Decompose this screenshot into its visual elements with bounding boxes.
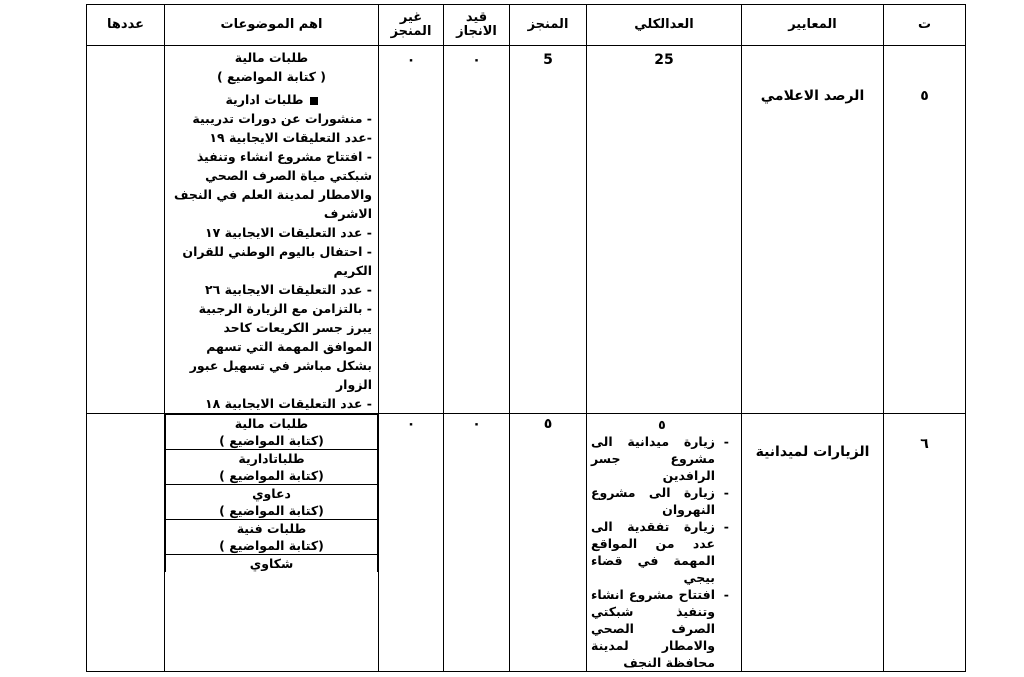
topic-label: دعاوي [252,486,291,501]
topic-note: (كتابة المواضيع ) [219,538,324,553]
row6-in-progress: ٠ [444,414,510,672]
topic-label: طلباتادارية [238,451,305,466]
list-item: - افتتاح مشروع انشاء وتنفيذ شبكتي الصرف الصحي والامطار لمدينة محافظة النجف [591,586,715,671]
list-item: -عدد التعليقات الايجابية ١٩ [209,130,372,145]
header-row [87,5,966,46]
row6-criteria: الزيارات لميدانية [742,414,884,672]
financial-requests: طلبات مالية [234,50,309,65]
row6-total: ٥ [658,417,666,432]
list-item: - زيارة الى مشروع النهروان [591,484,715,518]
topic-note: (كتابة المواضيع ) [219,468,324,483]
row6-visits [587,414,742,672]
list-item: - احتفال باليوم الوطني للقران الكريم [182,244,372,278]
list-item: - زيارة ميدانية الى مشروع جسر الرافدين [591,433,715,484]
header-topics: اهم الموضوعات [165,5,379,46]
header-count: عددها [87,5,165,46]
visits-list [591,433,733,671]
header-in-progress: قيد الانجاز [444,5,510,46]
topic-label: طلبات فنية [236,521,307,536]
header-not-done: غير المنجز [379,5,444,46]
list-item: - عدد التعليقات الايجابية ١٧ [205,225,372,240]
table-row [166,485,378,520]
row5-total: 25 [587,46,742,414]
row5-criteria: الرصد الاعلامي [742,46,884,414]
topic-note: (كتابة المواضيع ) [219,433,324,448]
list-item: - عدد التعليقات الايجابية ١٨ [205,396,372,411]
topic-label: طلبات مالية [234,416,309,431]
topic-note: (كتابة المواضيع ) [219,503,324,518]
table-row [166,415,378,450]
bullet-square-icon [310,97,318,105]
financial-note: ( كتابة المواضيع ) [216,69,327,84]
row6-topics [165,414,379,672]
row6-seq: ٦ [884,414,966,672]
row6-not-done: ٠ [379,414,444,672]
header-total: العدالكلي [587,5,742,46]
row5-not-done: ٠ [379,46,444,414]
row6-done: ٥ [510,414,587,672]
header-criteria: المعايير [742,5,884,46]
row5-in-progress: ٠ [444,46,510,414]
list-item: - زيارة تفقدية الى عدد من المواقع المهمة في قضاء بيجي [591,518,715,586]
topic-label: شكاوي [249,556,294,571]
table-row [166,450,378,485]
row6-count [87,414,165,672]
row5-count [87,46,165,414]
row5-done: 5 [510,46,587,414]
row5-topics [165,46,379,414]
table-row [87,46,966,414]
table-row [166,555,378,573]
table-row [166,520,378,555]
list-item: - افتتاح مشروع انشاء وتنفيذ شبكتي مياة الصرف الصحي والامطار لمدينة العلم في النجف الاشرف [174,149,372,221]
list-item: - عدد التعليقات الايجابية ٢٦ [205,282,372,297]
table-row [87,414,966,672]
header-seq: ت [884,5,966,46]
list-item: - منشورات عن دورات تدريبية [192,111,372,126]
report-table [86,4,966,672]
topics-subtable [165,414,378,572]
header-done: المنجز [510,5,587,46]
row5-seq: ٥ [884,46,966,414]
admin-requests: طلبات ادارية [225,92,304,107]
list-item: - بالتزامن مع الزيارة الرجبية يبرز جسر الكريعات كاحد الموافق المهمة التي تسهم بشكل مباشر في تسهيل عبور الزوار [189,301,372,392]
